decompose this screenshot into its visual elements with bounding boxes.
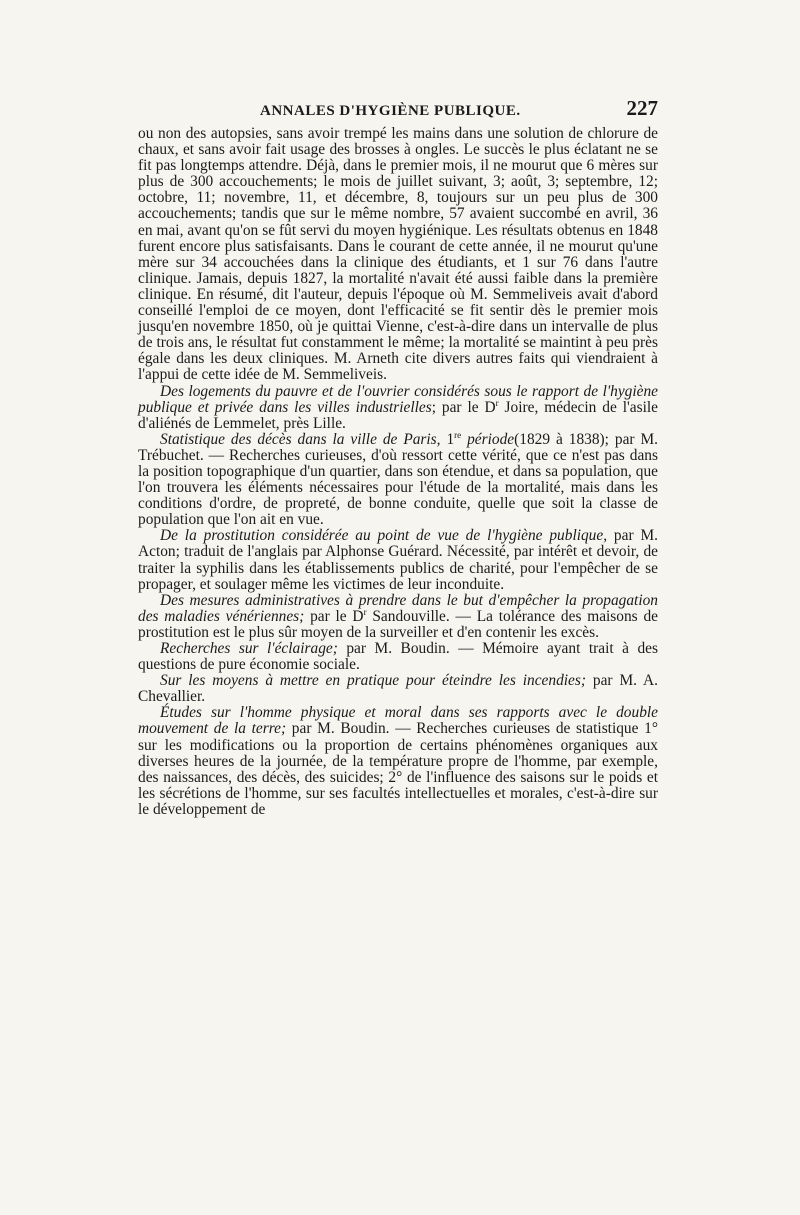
entry-prostitution	[138, 528, 658, 592]
entry-text: par M. A. Chevallier.	[138, 672, 658, 706]
entry-text: Sandouville. — La tolérance des maisons de prostitution est le plus sûr moyen de la surveiller et d'en contenir les excès.	[138, 607, 658, 641]
entry-title: Des logements du pauvre et de l'ouvrier considérés sous le rapport de l'hygiène publique et privée dans les villes industrielles	[138, 382, 658, 416]
entry-title: Sur les moyens à mettre en pratique pour éteindre les incendies;	[160, 672, 586, 690]
entry-text: Joire, médecin de l'asile d'aliénés de Lemmelet, près Lille.	[138, 398, 658, 432]
entry-text: par le D	[304, 607, 364, 625]
page-number: 227	[626, 96, 658, 120]
entry-text: par M. Boudin. — Recherches curieuses de statistique 1° sur les modifications ou la proportion de certains phénomènes organiques aux diverses heures de la journée, de la température propre de l'homme, par exemple, des naissances, des décès, des suicides; 2° de l'influence des saisons sur le poids et les sécrétions de l'homme, sur ses facultés intellectuelles et morales, c'est-à-dire sur le développement de	[138, 720, 658, 818]
entry-title: Recherches sur l'éclairage;	[160, 640, 338, 657]
superscript: re	[454, 429, 462, 440]
entry-text: par M. Acton; traduit de l'anglais par Alphonse Guérard. Nécessité, par intérêt et devoir, de traiter la syphilis dans les établissements publics de charité, pour l'empêcher de se propager, et soulager même les victimes de leur inconduite.	[138, 527, 658, 593]
running-title: ANNALES D'HYGIÈNE PUBLIQUE.	[260, 103, 521, 119]
entry-etudes	[138, 705, 658, 818]
entry-statistique	[138, 429, 659, 529]
entry-title: De la prostitution considérée au point de vue de l'hygiène publique,	[160, 527, 608, 545]
entry-title: période	[461, 430, 515, 448]
entry-logements	[138, 384, 658, 432]
entry-title: Statistique des décès dans la ville de Paris,	[160, 430, 441, 448]
paragraph-semmeliveis: ou non des autopsies, sans avoir trempé les mains dans une solution de chlorure de chaux, et sans avoir fait usage des brosses à ongles. Le succès le plus éclatant ne se fit pas longtemps attendre. Déjà, dans le premier mois, il ne mourut que 6 mères sur plus de 300 accouchements; le mois de juillet suivant, 3; août, 3; septembre, 12; octobre, 11; novembre, 11, et décembre, 8, toujours sur un peu plus de 300 accouchements; tandis que sur le même nombre, 57 avaient succombé en avril, 36 en mai, avant qu'on se fût servi du moyen hygiénique. Les résultats obtenus en 1848 furent encore plus satisfaisants. Dans le courant de cette année, il ne mourut qu'une mère sur 34 accouchées dans la clinique des étudiants, et 1 sur 76 dans l'autre clinique. Jamais, depuis 1827, la mortalité n'avait été aussi faible dans la première clinique. En résumé, dit l'auteur, depuis l'époque où M. Semmeliveis avait d'abord conseillé l'emploi de ce moyen, dont l'efficacité se fit sentir dès le premier mois jusqu'en novembre 1850, où je quittai Vienne, c'est-à-dire dans un intervalle de plus de trois ans, le résultat fut constamment le même; la mortalité se maintint à peu près égale dans les deux cliniques. M. Arneth cite divers autres faits qui viendraient à l'appui de cette idée de M. Semmeliveis.	[138, 125, 658, 384]
entry-title: Études sur l'homme physique et moral dans ses rapports avec le double mouvement de la terre;	[138, 704, 658, 738]
page-body	[138, 126, 658, 818]
entry-text: (1829 à 1838); par M. Trébuchet. — Recherches curieuses, d'où ressort cette vérité, que ce n'est pas dans la position topographique d'un quartier, dans son étendue, et dans sa population, que l'on trouvera les éléments nécessaires pour l'étude de la mortalité, mais dans les conditions d'ordre, de propreté, de bonne conduite, quelle que soit la classe de population que l'on ait en vue.	[138, 430, 659, 529]
entry-incendies	[138, 673, 658, 705]
superscript: r	[363, 606, 367, 617]
superscript: r	[495, 397, 499, 408]
entry-title: Des mesures administratives à prendre dans le but d'empêcher la propagation des maladies vénériennes;	[138, 591, 658, 625]
entry-text: 1	[440, 430, 455, 448]
entry-eclairage	[138, 641, 658, 673]
page-header	[138, 96, 658, 121]
entry-text: ; par le D	[431, 398, 496, 416]
entry-mesures	[138, 593, 658, 641]
entry-text: par M. Boudin. — Mémoire ayant trait à des questions de pure économie sociale.	[138, 640, 659, 674]
